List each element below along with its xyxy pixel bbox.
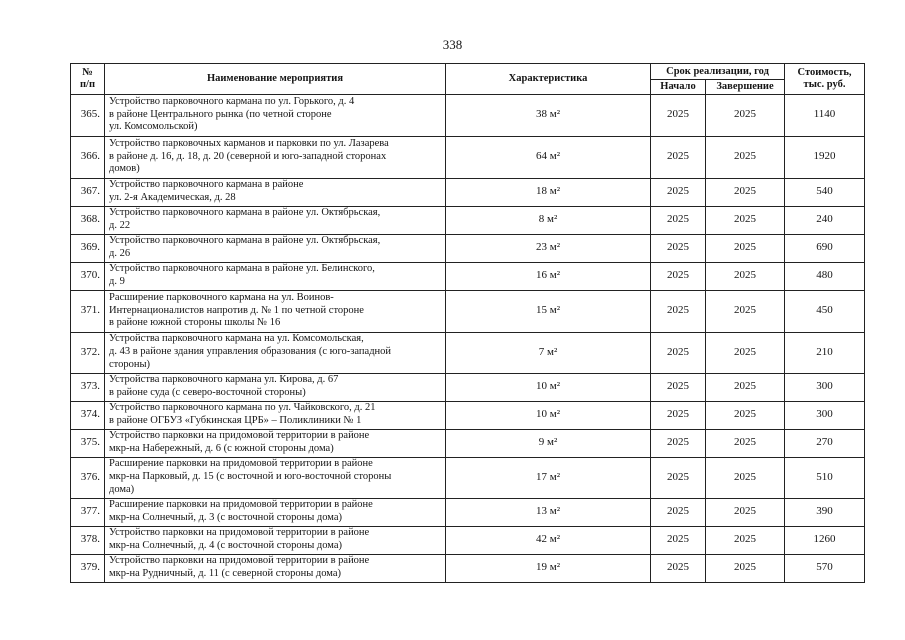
table-row xyxy=(71,457,865,498)
row-number: 372. xyxy=(71,332,105,373)
measure-cost: 390 xyxy=(785,498,865,526)
measure-cost: 540 xyxy=(785,178,865,206)
header-characteristic: Характеристика xyxy=(446,64,651,95)
end-year: 2025 xyxy=(706,178,785,206)
measure-name: Расширение парковки на придомовой территории в районе мкр-на Солнечный, д. 3 (с восточной стороны дома) xyxy=(105,498,446,526)
table-row xyxy=(71,401,865,429)
table-row xyxy=(71,262,865,290)
header-cost: Стоимость, тыс. руб. xyxy=(785,64,865,95)
table-row xyxy=(71,234,865,262)
table-row xyxy=(71,373,865,401)
header-period: Срок реализации, год xyxy=(651,64,785,80)
measure-characteristic: 8 м² xyxy=(446,206,651,234)
start-year: 2025 xyxy=(651,178,706,206)
row-number: 377. xyxy=(71,498,105,526)
start-year: 2025 xyxy=(651,373,706,401)
end-year: 2025 xyxy=(706,262,785,290)
measure-name: Устройство парковочного кармана в районе ул. 2-я Академическая, д. 28 xyxy=(105,178,446,206)
measure-cost: 450 xyxy=(785,290,865,332)
measure-characteristic: 7 м² xyxy=(446,332,651,373)
measure-name: Расширение парковочного кармана на ул. Воинов- Интернационалистов напротив д. № 1 по четной стороне в районе южной стороны школы № 16 xyxy=(105,290,446,332)
table-row xyxy=(71,526,865,554)
measure-cost: 300 xyxy=(785,373,865,401)
header-end: Завершение xyxy=(706,80,785,95)
measure-name: Устройство парковочного кармана по ул. Чайковского, д. 21 в районе ОГБУЗ «Губкинская ЦРБ» – Поликлиники № 1 xyxy=(105,401,446,429)
measure-cost: 300 xyxy=(785,401,865,429)
measure-characteristic: 15 м² xyxy=(446,290,651,332)
measure-cost: 1920 xyxy=(785,136,865,178)
start-year: 2025 xyxy=(651,262,706,290)
end-year: 2025 xyxy=(706,94,785,136)
header-num: № п/п xyxy=(71,64,105,95)
row-number: 379. xyxy=(71,554,105,582)
end-year: 2025 xyxy=(706,136,785,178)
measure-characteristic: 16 м² xyxy=(446,262,651,290)
start-year: 2025 xyxy=(651,526,706,554)
start-year: 2025 xyxy=(651,457,706,498)
start-year: 2025 xyxy=(651,429,706,457)
table-row xyxy=(71,206,865,234)
measure-name: Устройство парковочного кармана по ул. Горького, д. 4 в районе Центрального рынка (по четной стороне ул. Комсомольской) xyxy=(105,94,446,136)
start-year: 2025 xyxy=(651,206,706,234)
end-year: 2025 xyxy=(706,498,785,526)
header-row xyxy=(71,64,865,80)
end-year: 2025 xyxy=(706,290,785,332)
end-year: 2025 xyxy=(706,526,785,554)
table-body xyxy=(71,94,865,582)
row-number: 371. xyxy=(71,290,105,332)
start-year: 2025 xyxy=(651,136,706,178)
measure-name: Устройство парковки на придомовой территории в районе мкр-на Набережный, д. 6 (с южной стороны дома) xyxy=(105,429,446,457)
header-start: Начало xyxy=(651,80,706,95)
measure-characteristic: 9 м² xyxy=(446,429,651,457)
table-row xyxy=(71,290,865,332)
start-year: 2025 xyxy=(651,332,706,373)
measure-characteristic: 19 м² xyxy=(446,554,651,582)
row-number: 374. xyxy=(71,401,105,429)
end-year: 2025 xyxy=(706,401,785,429)
end-year: 2025 xyxy=(706,332,785,373)
start-year: 2025 xyxy=(651,401,706,429)
measure-characteristic: 42 м² xyxy=(446,526,651,554)
table-row xyxy=(71,136,865,178)
measure-cost: 690 xyxy=(785,234,865,262)
measure-name: Устройство парковочных карманов и парковки по ул. Лазарева в районе д. 16, д. 18, д. 20 (северной и юго-западной сторонах домов) xyxy=(105,136,446,178)
start-year: 2025 xyxy=(651,290,706,332)
row-number: 376. xyxy=(71,457,105,498)
table-row xyxy=(71,429,865,457)
measure-name: Устройства парковочного кармана на ул. Комсомольская, д. 43 в районе здания управления образования (с юго-западной стороны) xyxy=(105,332,446,373)
start-year: 2025 xyxy=(651,554,706,582)
header-name: Наименование мероприятия xyxy=(105,64,446,95)
row-number: 369. xyxy=(71,234,105,262)
start-year: 2025 xyxy=(651,94,706,136)
measure-characteristic: 13 м² xyxy=(446,498,651,526)
measure-name: Устройства парковочного кармана ул. Кирова, д. 67 в районе суда (с северо-восточной стороны) xyxy=(105,373,446,401)
measure-characteristic: 38 м² xyxy=(446,94,651,136)
measure-name: Устройство парковочного кармана в районе ул. Октябрьская, д. 26 xyxy=(105,234,446,262)
start-year: 2025 xyxy=(651,498,706,526)
row-number: 368. xyxy=(71,206,105,234)
measure-characteristic: 10 м² xyxy=(446,373,651,401)
measure-name: Устройство парковки на придомовой территории в районе мкр-на Рудничный, д. 11 (с северной стороны дома) xyxy=(105,554,446,582)
end-year: 2025 xyxy=(706,429,785,457)
row-number: 378. xyxy=(71,526,105,554)
row-number: 366. xyxy=(71,136,105,178)
measure-name: Устройство парковки на придомовой территории в районе мкр-на Солнечный, д. 4 (с восточной стороны дома) xyxy=(105,526,446,554)
row-number: 370. xyxy=(71,262,105,290)
row-number: 375. xyxy=(71,429,105,457)
measure-cost: 510 xyxy=(785,457,865,498)
measures-table xyxy=(70,63,865,583)
page-number: 338 xyxy=(442,37,463,52)
measure-characteristic: 64 м² xyxy=(446,136,651,178)
measure-characteristic: 17 м² xyxy=(446,457,651,498)
table-row xyxy=(71,178,865,206)
measure-cost: 1140 xyxy=(785,94,865,136)
end-year: 2025 xyxy=(706,234,785,262)
end-year: 2025 xyxy=(706,206,785,234)
row-number: 365. xyxy=(71,94,105,136)
measure-characteristic: 23 м² xyxy=(446,234,651,262)
measure-cost: 480 xyxy=(785,262,865,290)
end-year: 2025 xyxy=(706,457,785,498)
measure-name: Устройство парковочного кармана в районе ул. Октябрьская, д. 22 xyxy=(105,206,446,234)
measure-characteristic: 18 м² xyxy=(446,178,651,206)
measure-cost: 570 xyxy=(785,554,865,582)
table-row xyxy=(71,332,865,373)
row-number: 373. xyxy=(71,373,105,401)
measure-characteristic: 10 м² xyxy=(446,401,651,429)
measure-name: Устройство парковочного кармана в районе ул. Белинского, д. 9 xyxy=(105,262,446,290)
measure-cost: 240 xyxy=(785,206,865,234)
end-year: 2025 xyxy=(706,554,785,582)
measure-name: Расширение парковки на придомовой территории в районе мкр-на Парковый, д. 15 (с восточной и юго-восточной стороны дома) xyxy=(105,457,446,498)
table-row xyxy=(71,94,865,136)
table-row xyxy=(71,554,865,582)
measure-cost: 210 xyxy=(785,332,865,373)
table-row xyxy=(71,498,865,526)
end-year: 2025 xyxy=(706,373,785,401)
row-number: 367. xyxy=(71,178,105,206)
start-year: 2025 xyxy=(651,234,706,262)
measure-cost: 1260 xyxy=(785,526,865,554)
measure-cost: 270 xyxy=(785,429,865,457)
